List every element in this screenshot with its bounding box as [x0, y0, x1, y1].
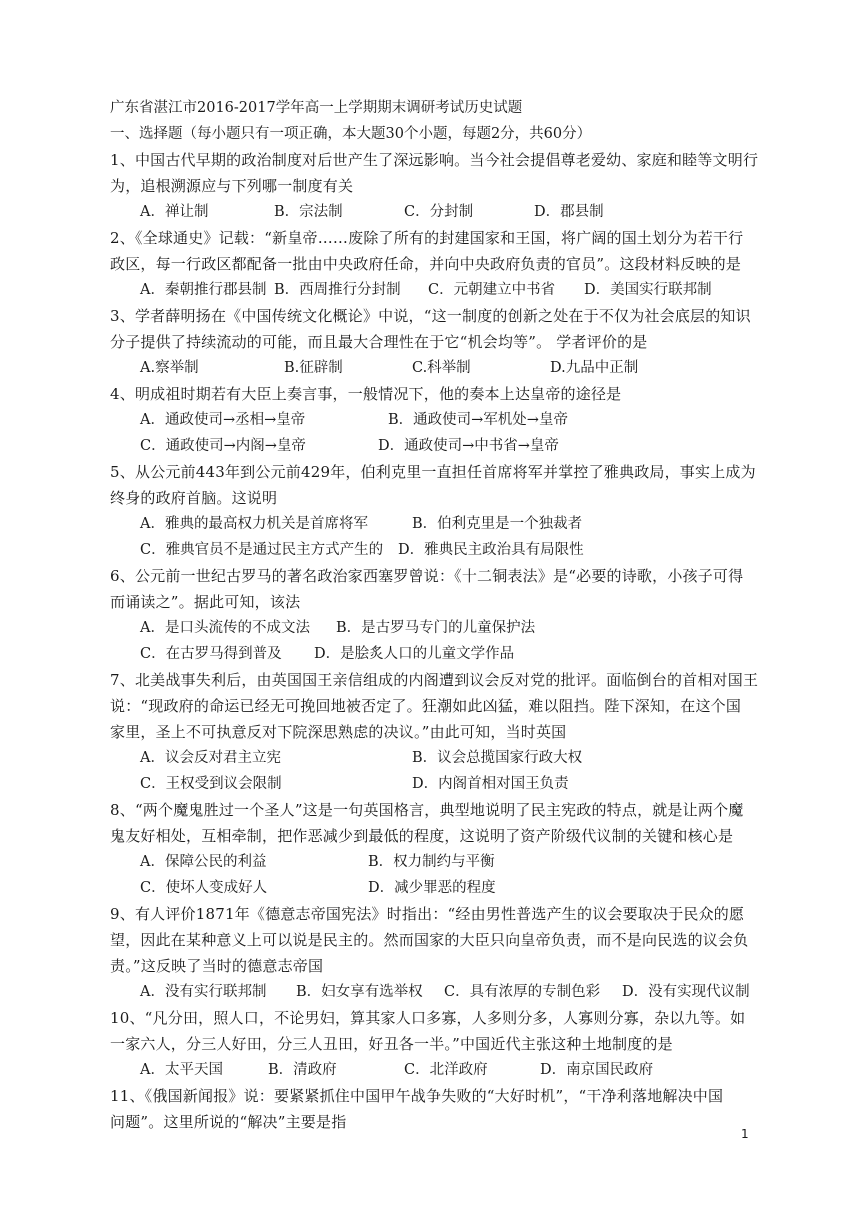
option-d: D．没有实现代议制 [622, 984, 750, 1000]
question-9 [110, 901, 758, 1005]
option-b: B．伯利克里是一个独裁者 [412, 516, 583, 532]
question-3 [110, 303, 758, 381]
question-stem-line: 鬼友好相处，互相牵制，把作恶减少到最低的程度，这说明了资产阶级代议制的关键和核心是 [110, 827, 734, 845]
option-row [110, 849, 758, 875]
option-b: B．议会总揽国家行政大权 [412, 750, 583, 766]
option-c: C．使坏人变成好人 [140, 880, 268, 896]
question-stem-line: 6、公元前一世纪古罗马的著名政治家西塞罗曾说：《十二铜表法》是“必要的诗歌，小孩子可得 [110, 567, 744, 585]
question-stem-line: 为，追根溯源应与下列哪一制度有关 [110, 177, 354, 195]
exam-content [110, 95, 758, 1135]
option-row [110, 277, 758, 303]
option-c: C．元朝建立中书省 [428, 282, 556, 298]
option-d: D．美国实行联邦制 [584, 282, 712, 298]
option-a: A．雅典的最高权力机关是首席将军 [140, 516, 368, 532]
option-row [110, 511, 758, 537]
option-b: B．宗法制 [274, 204, 343, 220]
question-10 [110, 1005, 758, 1083]
section-heading: 一、选择题（每小题只有一项正确，本大题30个小题，每题2分，共60分） [110, 126, 592, 142]
option-row [110, 745, 758, 771]
question-stem-line: 3、学者薛明扬在《中国传统文化概论》中说，“这一制度的创新之处在于不仅为社会底层的知识 [110, 307, 751, 325]
question-stem-line: 说：“现政府的命运已经无可挽回地被否定了。狂潮如此凶猛，难以阻挡。陛下深知，在这个国 [110, 697, 742, 715]
question-stem-line: 终身的政府首脑。这说明 [110, 489, 278, 507]
option-c: C．雅典官员不是通过民主方式产生的 [140, 542, 384, 558]
option-row [110, 641, 758, 667]
option-a: A．是口头流传的不成文法 [140, 620, 310, 636]
option-a: A.察举制 [140, 360, 199, 376]
question-stem-line: 11、《俄国新闻报》说：要紧紧抓住中国甲午战争失败的“大好时机”，“干净利落地解决中国 [110, 1087, 724, 1105]
question-11 [110, 1083, 758, 1135]
option-c: C.科举制 [412, 360, 471, 376]
question-stem-line: 7、北美战事失利后，由英国国王亲信组成的内阁遭到议会反对党的批评。面临倒台的首相对国王 [110, 671, 758, 689]
option-row [110, 433, 758, 459]
option-c: C．具有浓厚的专制色彩 [444, 984, 601, 1000]
option-a: A．秦朝推行郡县制 [140, 282, 267, 298]
option-row [110, 199, 758, 225]
option-a: A．太平天国 [140, 1062, 223, 1078]
question-stem-line: 10、“凡分田，照人口，不论男妇，算其家人口多寡，人多则分多，人寡则分寡，杂以九等。如 [110, 1009, 746, 1027]
question-stem-line: 2、《全球通史》记载：“新皇帝……废除了所有的封建国家和王国，将广阔的国土划分为若干行 [110, 229, 744, 247]
option-c: C．在古罗马得到普及 [140, 646, 282, 662]
question-stem-line: 家里，圣上不可执意反对下院深思熟虑的决议。”由此可知，当时英国 [110, 723, 567, 741]
option-d: D．内阁首相对国王负责 [412, 776, 569, 792]
document-title: 广东省湛江市2016-2017学年高一上学期期末调研考试历史试题 [110, 100, 523, 116]
option-row [110, 979, 758, 1005]
question-stem-line: 4、明成祖时期若有大臣上奏言事，一般情况下，他的奏本上达皇帝的途径是 [110, 385, 622, 403]
option-row [110, 771, 758, 797]
question-stem-line: 5、从公元前443年到公元前429年，伯利克里一直担任首席将军并掌控了雅典政局，事实上成为 [110, 463, 756, 481]
option-a: A．保障公民的利益 [140, 854, 267, 870]
option-d: D．是脍炙人口的儿童文学作品 [314, 646, 515, 662]
option-c: C．分封制 [404, 204, 474, 220]
option-a: A．议会反对君主立宪 [140, 750, 281, 766]
option-b: B．通政使司→军机处→皇帝 [388, 412, 568, 428]
question-8 [110, 797, 758, 901]
option-row [110, 1057, 758, 1083]
option-c: C．王权受到议会限制 [140, 776, 282, 792]
option-d: D．雅典民主政治具有局限性 [398, 542, 584, 558]
option-row [110, 407, 758, 433]
question-stem-line: 9、有人评价1871年《德意志帝国宪法》时指出：“经由男性普选产生的议会要取决于民众的愿 [110, 905, 745, 923]
question-stem-line: 8、“两个魔鬼胜过一个圣人”这是一句英国格言，典型地说明了民主宪政的特点，就是让两个魔 [110, 801, 744, 819]
option-a: A．没有实行联邦制 [140, 984, 267, 1000]
option-b: B．权力制约与平衡 [368, 854, 495, 870]
question-5 [110, 459, 758, 563]
question-stem-line: 政区，每一行政区都配备一批由中央政府任命，并向中央政府负责的官员”。这段材料反映的是 [110, 255, 742, 273]
option-row [110, 537, 758, 563]
question-7 [110, 667, 758, 797]
option-b: B.征辟制 [284, 360, 343, 376]
question-stem-line: 而诵读之”。据此可知，该法 [110, 593, 301, 611]
question-stem-line: 1、中国古代早期的政治制度对后世产生了深远影响。当今社会提倡尊老爱幼、家庭和睦等文明行 [110, 151, 758, 169]
question-stem-line: 问题”。这里所说的“解决”主要是指 [110, 1113, 347, 1131]
option-d: D．郡县制 [534, 204, 604, 220]
option-row [110, 615, 758, 641]
option-b: B．西周推行分封制 [274, 282, 401, 298]
option-c: C．北洋政府 [404, 1062, 488, 1078]
option-b: B．是古罗马专门的儿童保护法 [336, 620, 536, 636]
question-stem-line: 分子提供了持续流动的可能，而且最大合理性在于它“机会均等”。 学者评价的是 [110, 333, 648, 351]
question-6 [110, 563, 758, 667]
option-b: B．妇女享有选举权 [296, 984, 423, 1000]
option-row [110, 355, 758, 381]
option-d: D．通政使司→中书省→皇帝 [378, 438, 559, 454]
question-stem-line: 望，因此在某种意义上可以说是民主的。然而国家的大臣只向皇帝负责，而不是向民选的议会负 [110, 931, 749, 949]
option-b: B．清政府 [268, 1062, 337, 1078]
question-2 [110, 225, 758, 303]
option-d: D．减少罪恶的程度 [368, 880, 496, 896]
option-a: A．通政使司→丞相→皇帝 [140, 412, 306, 428]
option-c: C．通政使司→内阁→皇帝 [140, 438, 306, 454]
option-a: A．禅让制 [140, 204, 209, 220]
option-d: D．南京国民政府 [540, 1062, 654, 1078]
question-stem-line: 一家六人，分三人好田，分三人丑田，好丑各一半。”中国近代主张这种土地制度的是 [110, 1035, 673, 1053]
option-d: D.九品中正制 [550, 360, 639, 376]
option-row [110, 875, 758, 901]
page-number: 1 [741, 1127, 749, 1141]
question-1 [110, 147, 758, 225]
question-stem-line: 责。”这反映了当时的德意志帝国 [110, 957, 324, 975]
question-4 [110, 381, 758, 459]
